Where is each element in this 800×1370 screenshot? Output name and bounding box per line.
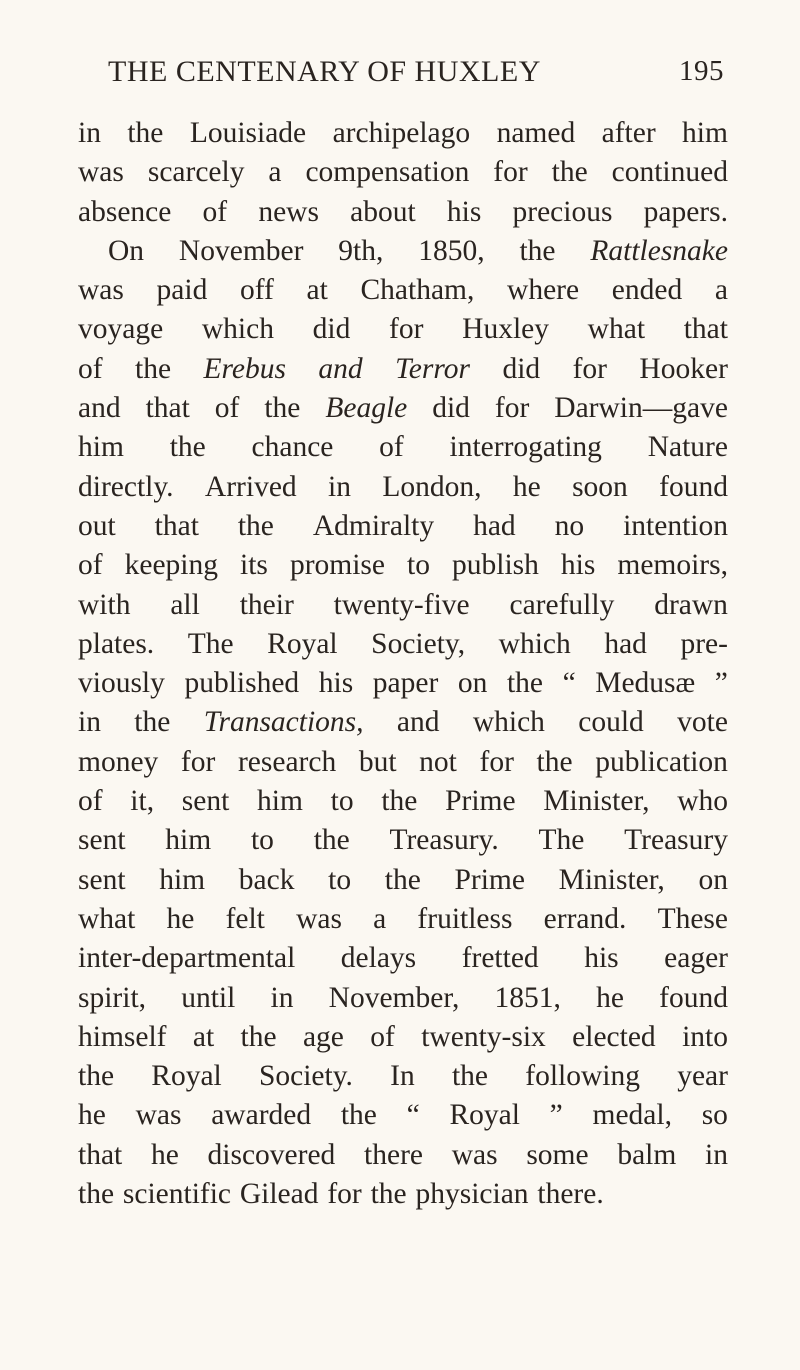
text-line: with all their twenty-five carefully drawn [78, 588, 728, 621]
text-line: and that of the Beagle did for Darwin—gave [78, 392, 728, 425]
text-line: the scientific Gilead for the physician there. [78, 1178, 604, 1211]
text-line: was paid off at Chatham, where ended a [78, 274, 728, 307]
text-line: he was awarded the “ Royal ” medal, so [78, 1099, 728, 1132]
text-line: inter-departmental delays fretted his eager [78, 942, 728, 975]
text-line: of keeping its promise to publish his memoirs, [78, 549, 728, 582]
text-line: spirit, until in November, 1851, he found [78, 981, 728, 1014]
text-line: in the Transactions, and which could vote [78, 706, 728, 739]
text-line: of it, sent him to the Prime Minister, who [78, 785, 728, 818]
text-line: sent him back to the Prime Minister, on [78, 863, 728, 896]
text-line: On November 9th, 1850, the Rattlesnake [108, 234, 728, 267]
text-line: that he discovered there was some balm in [78, 1138, 728, 1171]
page-number: 195 [679, 55, 724, 87]
text-line: voyage which did for Huxley what that [78, 313, 728, 346]
text-line: was scarcely a compensation for the continued [78, 156, 728, 189]
text-line: viously published his paper on the “ Medusæ ” [78, 667, 728, 700]
text-line: the Royal Society. In the following year [78, 1060, 728, 1093]
text-line: what he felt was a fruitless errand. These [78, 902, 728, 935]
text-line: of the Erebus and Terror did for Hooker [78, 352, 728, 385]
text-line: him the chance of interrogating Nature [78, 431, 728, 464]
text-line: absence of news about his precious papers. [78, 195, 728, 228]
body-text [78, 114, 728, 1214]
text-line: plates. The Royal Society, which had pre- [78, 627, 728, 660]
page-header [108, 55, 724, 95]
text-line: directly. Arrived in London, he soon found [78, 470, 728, 503]
text-line: in the Louisiade archipelago named after him [78, 117, 728, 149]
running-title: THE CENTENARY OF HUXLEY [108, 55, 541, 88]
text-line: money for research but not for the publication [78, 745, 728, 778]
text-line: sent him to the Treasury. The Treasury [78, 824, 728, 857]
text-line: himself at the age of twenty-six elected into [78, 1020, 728, 1053]
text-line: out that the Admiralty had no intention [78, 509, 728, 542]
